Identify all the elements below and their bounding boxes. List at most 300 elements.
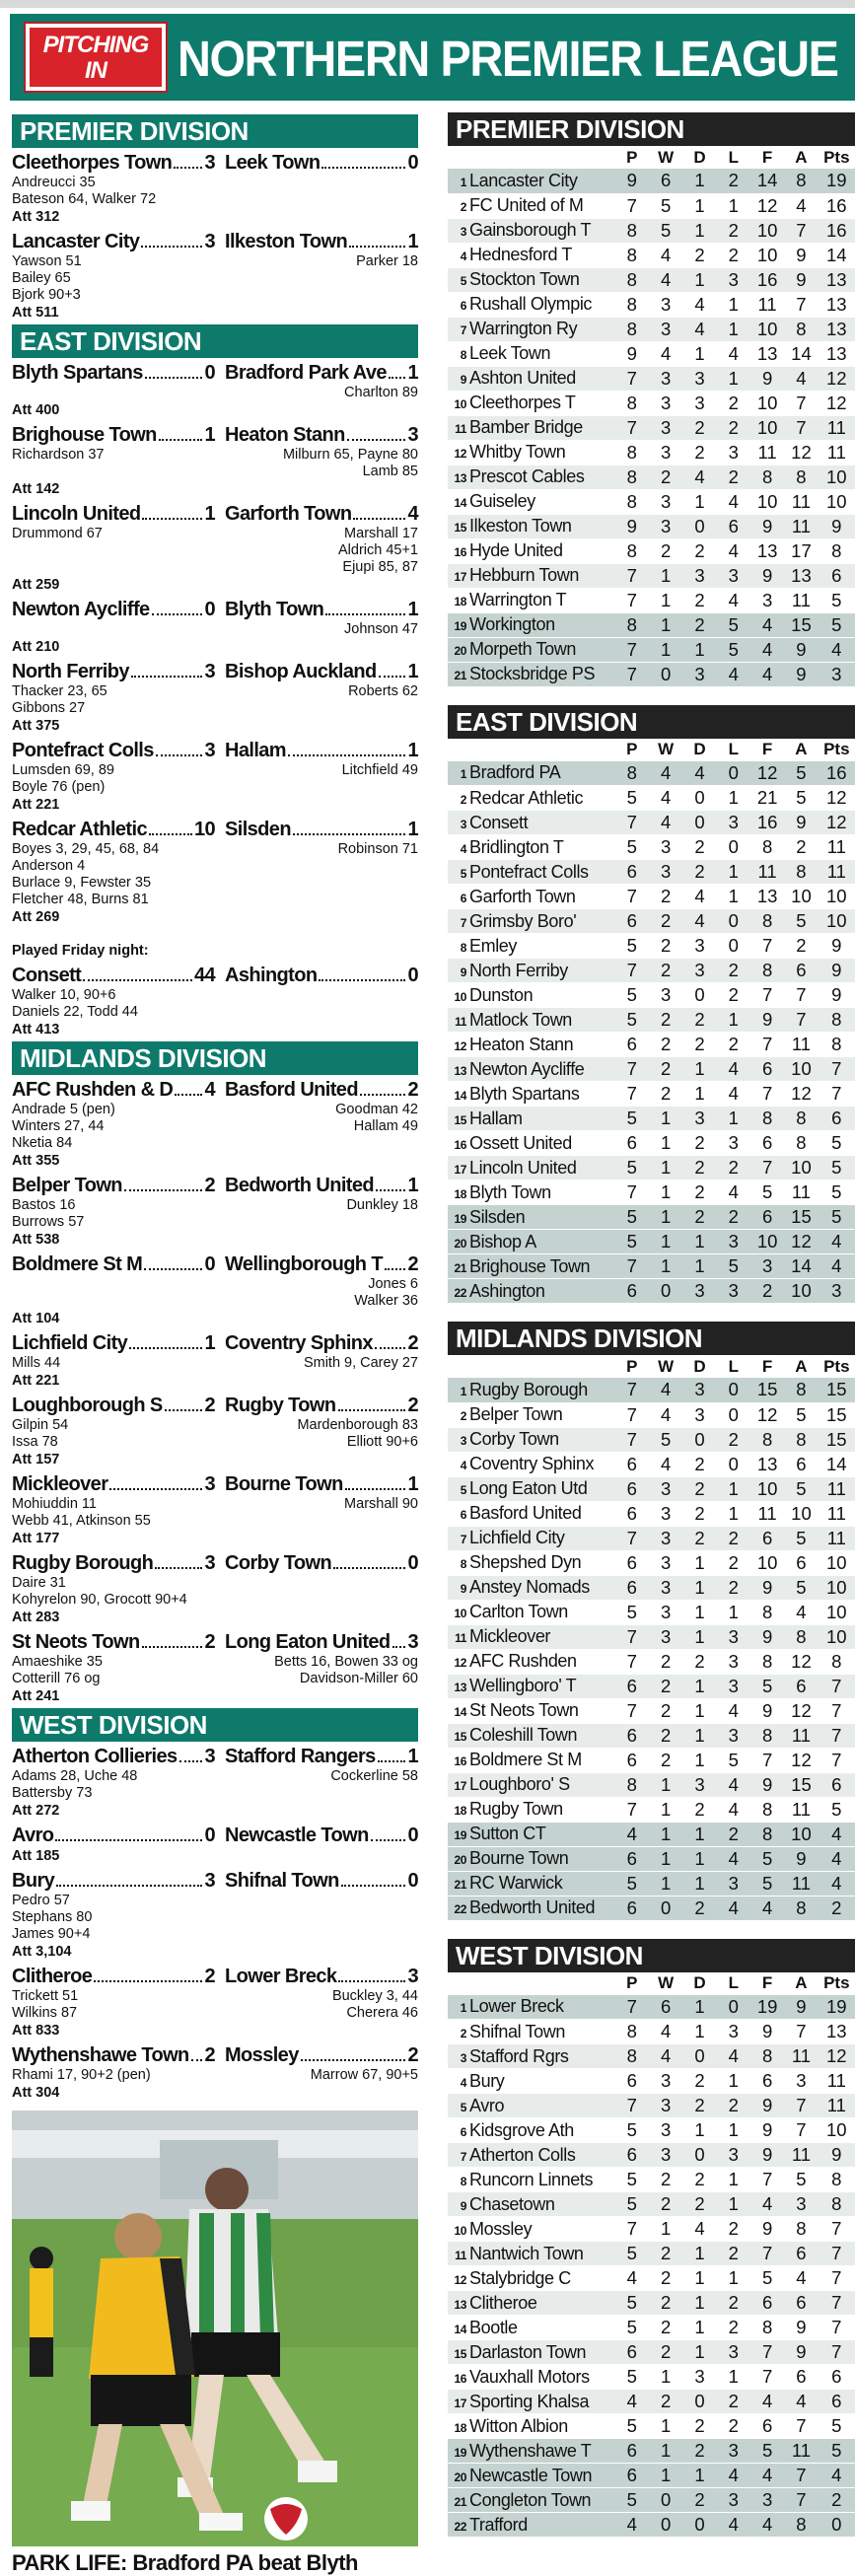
team-cell (448, 440, 615, 465)
away-score: 2 (407, 1395, 418, 1416)
home-scorers: Rhami 17, 90+2 (pen) (12, 2067, 151, 2083)
stat-cell: 1 (717, 193, 750, 218)
position: 8 (460, 1557, 466, 1571)
stat-cell: 21 (750, 786, 784, 811)
scorers-row (12, 1417, 418, 1434)
stat-cell: 1 (717, 366, 750, 391)
stat-cell: 4 (819, 1822, 855, 1846)
stat-cell: 6 (819, 1772, 855, 1797)
stat-cell: 0 (682, 2044, 716, 2069)
dot-leader (129, 1331, 202, 1349)
position: 16 (454, 2371, 466, 2386)
away-scorers (215, 1135, 418, 1152)
table-row (448, 1156, 855, 1181)
table-row (448, 169, 855, 193)
home-score: 3 (204, 1870, 215, 1892)
stat-cell: 5 (615, 1008, 649, 1033)
stat-cell: 2 (649, 2168, 682, 2192)
position: 12 (454, 447, 466, 461)
stat-cell: 0 (682, 1427, 716, 1452)
position: 2 (460, 200, 466, 214)
stat-cell: 13 (750, 538, 784, 563)
stat-cell: 13 (750, 885, 784, 909)
team-name: Newton Aycliffe (469, 1058, 585, 1079)
team-name: Loughboro' S (469, 1774, 570, 1794)
away-team-name: Coventry Sphinx (225, 1332, 373, 1354)
stat-cell: 6 (750, 1205, 784, 1230)
stat-cell: 5 (649, 218, 682, 243)
stat-cell: 4 (717, 588, 750, 612)
team-name: Pontefract Colls (469, 861, 589, 882)
stat-cell: 3 (682, 366, 716, 391)
stat-cell: 7 (615, 2217, 649, 2242)
match-result (12, 961, 418, 1039)
stat-cell: 8 (819, 1649, 855, 1674)
stat-cell: 4 (717, 662, 750, 686)
team-cell (448, 983, 615, 1008)
stat-cell: 13 (750, 1452, 784, 1476)
away-score: 2 (407, 1079, 418, 1101)
stat-cell: 4 (615, 2266, 649, 2291)
team-cell (448, 2439, 615, 2464)
position: 20 (454, 1236, 466, 1251)
match-teams (12, 1965, 418, 1988)
team-name: Silsden (469, 1206, 526, 1227)
dot-leader (325, 598, 405, 615)
team-name: Cleethorpes T (469, 393, 576, 412)
position: 3 (460, 225, 466, 239)
home-score: 0 (204, 362, 215, 384)
dot-leader (142, 502, 202, 520)
stat-cell: 4 (649, 761, 682, 786)
stat-cell: 2 (682, 860, 716, 885)
stat-cell: 1 (649, 612, 682, 637)
home-team-name: North Ferriby (12, 661, 129, 682)
away-team (215, 1252, 418, 1276)
stat-cell: 6 (750, 1526, 784, 1550)
stat-cell: 14 (784, 341, 818, 366)
stat-cell: 16 (819, 193, 855, 218)
column-header: A (795, 1356, 808, 1376)
stat-cell: 10 (784, 1501, 818, 1526)
table-row (448, 2340, 855, 2365)
stat-cell: 7 (819, 1723, 855, 1748)
table-row (448, 1822, 855, 1846)
home-team-name: Cleethorpes Town (12, 152, 173, 174)
home-score: 2 (204, 1395, 215, 1416)
scorers-row (12, 1496, 418, 1513)
away-team (215, 660, 418, 683)
stat-cell: 1 (682, 1748, 716, 1772)
stat-cell: 10 (819, 909, 855, 934)
stat-cell: 4 (819, 1846, 855, 1871)
stat-cell: 9 (615, 514, 649, 538)
stat-cell: 8 (750, 1427, 784, 1452)
team-name: Lincoln United (469, 1157, 577, 1178)
stat-cell: 5 (615, 2365, 649, 2390)
dot-leader (379, 660, 406, 678)
home-scorers: Boyes 3, 29, 45, 68, 84 (12, 841, 160, 857)
stat-cell: 7 (784, 292, 818, 317)
position: 5 (460, 866, 466, 881)
match-result (12, 420, 418, 499)
stat-cell: 12 (784, 1748, 818, 1772)
scorers-row (12, 683, 418, 700)
away-team (215, 1472, 418, 1496)
table-row (448, 2464, 855, 2488)
stat-cell: 2 (682, 588, 716, 612)
team-cell (448, 1575, 615, 1600)
stat-cell: 1 (649, 1205, 682, 1230)
away-team-name: Leek Town (225, 152, 321, 174)
table-row (448, 2513, 855, 2538)
stat-cell: 1 (682, 1230, 716, 1254)
stat-cell: 1 (682, 2464, 716, 2488)
away-team (215, 739, 418, 762)
home-score: 44 (193, 965, 215, 986)
away-scorers (215, 287, 418, 304)
team-name: Witton Albion (469, 2415, 568, 2436)
stat-cell: 16 (750, 267, 784, 292)
stat-cell: 0 (717, 1452, 750, 1476)
table-row (448, 588, 855, 612)
table-row (448, 1427, 855, 1452)
stat-cell: 1 (682, 169, 716, 193)
home-score: 1 (204, 424, 215, 446)
table-row (448, 317, 855, 341)
column-header: P (626, 147, 638, 167)
stat-cell: 2 (682, 1797, 716, 1822)
stat-cell: 9 (819, 514, 855, 538)
dot-leader (149, 818, 192, 835)
stat-cell: 6 (615, 1748, 649, 1772)
away-team-name: Shifnal Town (225, 1870, 339, 1892)
team-cell (448, 1995, 615, 2020)
stat-cell: 3 (717, 1230, 750, 1254)
column-header: P (626, 1973, 638, 1992)
stat-cell: 5 (717, 1254, 750, 1279)
stat-cell: 7 (615, 1797, 649, 1822)
home-team-name: AFC Rushden & D (12, 1079, 174, 1101)
table-row (448, 2118, 855, 2143)
position: 15 (454, 2346, 466, 2361)
table-row (448, 2266, 855, 2291)
match-teams (12, 1472, 418, 1496)
stat-cell: 1 (717, 317, 750, 341)
scorers-row (12, 447, 418, 464)
home-score: 3 (204, 661, 215, 682)
stat-cell: 2 (649, 885, 682, 909)
stat-cell: 1 (649, 1131, 682, 1156)
team-name: Bamber Bridge (469, 417, 583, 437)
team-cell (448, 465, 615, 489)
home-score: 3 (204, 1746, 215, 1767)
home-team (12, 2043, 215, 2067)
stat-cell: 19 (819, 1995, 855, 2020)
table-row (448, 1205, 855, 1230)
home-team-name: Newton Aycliffe (12, 599, 150, 620)
away-scorers (215, 1575, 418, 1592)
stat-cell: 2 (682, 415, 716, 440)
scorers-row (12, 287, 418, 304)
team-cell (448, 1156, 615, 1181)
away-team (215, 1630, 418, 1654)
team-cell (448, 193, 615, 218)
match-teams (12, 230, 418, 253)
position: 17 (454, 2396, 466, 2410)
home-scorers: Amaeshike 35 (12, 1654, 103, 1670)
away-score: 2 (407, 1332, 418, 1354)
stat-cell: 11 (784, 1181, 818, 1205)
stat-cell: 3 (649, 1624, 682, 1649)
team-cell (448, 2513, 615, 2538)
dot-leader (375, 1331, 406, 1349)
team-cell (448, 1033, 615, 1057)
stat-cell: 5 (615, 2242, 649, 2266)
stat-cell: 5 (819, 1156, 855, 1181)
scorers-row (12, 385, 418, 401)
stat-cell: 9 (819, 934, 855, 959)
stat-cell: 8 (784, 2513, 818, 2538)
stat-cell: 7 (750, 2365, 784, 2390)
stat-cell: 2 (717, 2414, 750, 2439)
stat-cell: 4 (615, 2513, 649, 2538)
away-team-name: Heaton Stann (225, 424, 345, 446)
home-team-name: Consett (12, 965, 82, 986)
stat-cell: 3 (649, 860, 682, 885)
scorers-row (12, 1513, 418, 1530)
team-cell (448, 1896, 615, 1920)
scorers-row (12, 2005, 418, 2022)
table-row (448, 538, 855, 563)
stat-cell: 3 (649, 1550, 682, 1575)
stat-cell: 4 (717, 1896, 750, 1920)
dot-leader (288, 739, 405, 756)
away-team-name: Newcastle Town (225, 1825, 369, 1846)
stat-cell: 2 (682, 1896, 716, 1920)
stat-cell: 0 (649, 2488, 682, 2513)
position: 14 (454, 1705, 466, 1719)
stat-cell: 3 (649, 415, 682, 440)
dot-leader (175, 1078, 202, 1096)
stat-cell: 4 (750, 612, 784, 637)
scorers-row (12, 621, 418, 638)
stat-cell: 1 (682, 1254, 716, 1279)
away-team (215, 1965, 418, 1988)
stat-cell: 6 (615, 1674, 649, 1698)
stat-cell: 1 (717, 786, 750, 811)
stat-cell: 7 (819, 2217, 855, 2242)
home-team-name: Atherton Collieries (12, 1746, 178, 1767)
team-name: Wellingboro' T (469, 1676, 577, 1695)
match-result (12, 1962, 418, 2040)
home-team-name: Brighouse Town (12, 424, 157, 446)
stat-cell: 2 (682, 243, 716, 267)
team-cell (448, 1181, 615, 1205)
position: 15 (454, 1730, 466, 1744)
team-name: Stalybridge C (469, 2267, 571, 2288)
stat-cell: 9 (784, 2340, 818, 2365)
team-name: Warrington Ry (469, 319, 578, 338)
away-score: 1 (407, 1746, 418, 1767)
team-name: Long Eaton Utd (469, 1478, 588, 1498)
table-row (448, 1871, 855, 1896)
away-scorers (215, 700, 418, 717)
stat-cell: 5 (615, 1107, 649, 1131)
table-division-heading: PREMIER DIVISION (448, 112, 855, 146)
stat-cell: 5 (784, 1476, 818, 1501)
stat-cell: 8 (784, 1427, 818, 1452)
stat-cell: 16 (750, 811, 784, 835)
position: 2 (460, 1409, 466, 1423)
stat-cell: 5 (615, 2168, 649, 2192)
stat-cell: 6 (784, 1674, 818, 1698)
team-cell (448, 218, 615, 243)
stat-cell: 2 (717, 1822, 750, 1846)
away-scorers: Cherera 46 (346, 2005, 418, 2021)
table-row (448, 2094, 855, 2118)
team-name: Lichfield City (469, 1528, 565, 1547)
dot-leader (392, 1630, 406, 1648)
away-team-name: Bradford Park Ave (225, 362, 387, 384)
stat-cell: 5 (615, 2291, 649, 2316)
column-header: A (795, 740, 808, 758)
stat-cell: 15 (819, 1378, 855, 1402)
match-result (12, 1866, 418, 1962)
position: 16 (454, 1137, 466, 1152)
stat-cell: 6 (750, 2291, 784, 2316)
position: 16 (454, 1754, 466, 1768)
table-row (448, 2439, 855, 2464)
dot-leader (347, 423, 406, 441)
stat-cell: 1 (717, 2266, 750, 2291)
stat-cell: 4 (649, 2044, 682, 2069)
away-team-name: Silsden (225, 819, 291, 840)
match-teams (12, 1174, 418, 1197)
away-score: 2 (407, 1253, 418, 1275)
match-result (12, 2040, 418, 2103)
team-name: Redcar Athletic (469, 787, 584, 808)
home-scorers: Anderson 4 (12, 858, 86, 874)
position: 12 (454, 1656, 466, 1670)
home-scorers: Burlace 9, Fewster 35 (12, 875, 152, 891)
stat-cell: 4 (750, 2464, 784, 2488)
scorers-row (12, 858, 418, 875)
stat-cell: 3 (717, 1131, 750, 1156)
home-scorers: Walker 10, 90+6 (12, 987, 116, 1003)
stat-cell: 2 (649, 1674, 682, 1698)
stat-cell: 5 (819, 1131, 855, 1156)
stat-cell: 9 (750, 514, 784, 538)
home-score: 4 (204, 1079, 215, 1101)
attendance: Att 269 (12, 909, 60, 925)
table-row (448, 292, 855, 317)
scorers-row (12, 1671, 418, 1687)
match-teams (12, 2043, 418, 2067)
position: 15 (454, 1112, 466, 1127)
stat-cell: 4 (717, 341, 750, 366)
stat-cell: 0 (717, 1995, 750, 2020)
team-name: Congleton Town (469, 2489, 592, 2510)
table-row (448, 391, 855, 415)
table-row (448, 2044, 855, 2069)
table-row (448, 465, 855, 489)
stat-cell: 2 (649, 959, 682, 983)
dot-leader (360, 1078, 406, 1096)
attendance: Att 3,104 (12, 1944, 72, 1960)
column-header: Pts (823, 740, 850, 758)
stat-cell: 15 (784, 1205, 818, 1230)
stat-cell: 4 (682, 292, 716, 317)
stat-cell: 6 (615, 2464, 649, 2488)
stat-cell: 2 (649, 2316, 682, 2340)
home-team (12, 1394, 215, 1417)
stat-cell: 1 (682, 1995, 716, 2020)
league-table (448, 1355, 855, 1921)
team-cell (448, 860, 615, 885)
stat-cell: 11 (819, 1501, 855, 1526)
stat-cell: 6 (615, 2439, 649, 2464)
home-team-name: Lancaster City (12, 231, 140, 252)
stat-cell: 4 (649, 2020, 682, 2044)
stat-cell: 9 (750, 2118, 784, 2143)
scorers-row (12, 875, 418, 892)
team-name: Mickleover (469, 1626, 551, 1646)
home-scorers: Burrows 57 (12, 1214, 85, 1230)
stat-cell: 3 (750, 1254, 784, 1279)
stat-cell: 1 (682, 2316, 716, 2340)
home-team-name: Bury (12, 1870, 55, 1892)
stat-cell: 6 (784, 1550, 818, 1575)
team-cell (448, 2291, 615, 2316)
column-header: F (761, 147, 773, 167)
position: 3 (460, 1434, 466, 1448)
stat-cell: 7 (784, 391, 818, 415)
stat-cell: 2 (717, 2217, 750, 2242)
position: 20 (454, 1853, 466, 1867)
stat-cell: 2 (717, 1526, 750, 1550)
team-cell (448, 2192, 615, 2217)
stat-cell: 1 (649, 2464, 682, 2488)
position: 1 (460, 1384, 466, 1398)
match-teams (12, 1394, 418, 1417)
stat-cell: 7 (615, 1378, 649, 1402)
home-scorers: Webb 41, Atkinson 55 (12, 1513, 151, 1529)
team-cell (448, 2217, 615, 2242)
match-teams (12, 151, 418, 175)
stat-cell: 3 (649, 1600, 682, 1624)
stat-cell: 4 (717, 1057, 750, 1082)
table-row (448, 1896, 855, 1920)
match-teams (12, 818, 418, 841)
stat-cell: 13 (750, 341, 784, 366)
stat-cell: 1 (682, 2291, 716, 2316)
stat-cell: 1 (649, 1156, 682, 1181)
home-scorers: Lumsden 69, 89 (12, 762, 114, 778)
dot-leader (333, 1551, 405, 1569)
stat-cell: 2 (649, 1057, 682, 1082)
stat-cell: 1 (649, 1846, 682, 1871)
stat-cell: 10 (750, 415, 784, 440)
stat-cell: 4 (784, 2266, 818, 2291)
table-row (448, 2020, 855, 2044)
stat-cell: 3 (682, 2365, 716, 2390)
stat-cell: 6 (615, 1452, 649, 1476)
stat-cell: 5 (615, 2316, 649, 2340)
team-cell (448, 292, 615, 317)
away-scorers (215, 1004, 418, 1021)
stat-cell: 6 (750, 1057, 784, 1082)
